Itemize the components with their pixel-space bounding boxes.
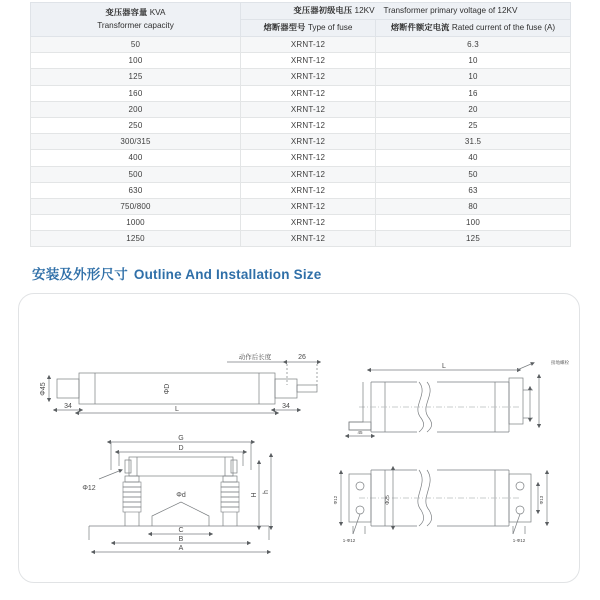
cell-transformer-capacity: 630 [31, 182, 241, 198]
table-row [31, 117, 571, 133]
dim-pin-dia-d: Φd [176, 492, 186, 499]
dim-end-right-34: 34 [282, 403, 290, 410]
cell-transformer-capacity: 750/800 [31, 198, 241, 214]
cell-rated-current: 31.5 [376, 134, 571, 150]
header-transformer-capacity [31, 3, 241, 37]
table-row [31, 37, 571, 53]
cell-fuse-type: XRNT-12 [241, 85, 376, 101]
cell-rated-current: 80 [376, 198, 571, 214]
dim-side-45: 45 [357, 430, 363, 435]
fuse-selection-table [30, 2, 571, 247]
dim-c: C [178, 527, 184, 534]
header-type-of-fuse [241, 20, 376, 37]
cell-fuse-type: XRNT-12 [241, 117, 376, 133]
note-earth-bolt: 接地螺栓 [551, 360, 569, 365]
table-row [31, 53, 571, 69]
dim-end-left-34: 34 [64, 403, 72, 410]
dim-side-dia-13: Φ13 [539, 495, 544, 505]
cell-fuse-type: XRNT-12 [241, 182, 376, 198]
cell-rated-current: 10 [376, 53, 571, 69]
cell-fuse-type: XRNT-12 [241, 69, 376, 85]
section-title-en: Outline And Installation Size [133, 267, 322, 282]
note-one-hole-12-left: 1-Φ12 [342, 538, 356, 543]
note-one-hole-12: 1-Φ12 [512, 538, 526, 543]
cell-rated-current: 6.3 [376, 37, 571, 53]
dim-overall-g: G [178, 435, 184, 442]
header-current-cn: 熔断件额定电流 [390, 23, 450, 33]
cell-fuse-type: XRNT-12 [241, 231, 376, 247]
cell-rated-current: 100 [376, 215, 571, 231]
cell-transformer-capacity: 200 [31, 101, 241, 117]
header-primary-voltage [241, 3, 571, 20]
side-view-upper [349, 364, 539, 436]
cell-rated-current: 40 [376, 150, 571, 166]
table-row [31, 215, 571, 231]
table-header [31, 3, 571, 37]
cell-fuse-type: XRNT-12 [241, 215, 376, 231]
cell-rated-current: 20 [376, 101, 571, 117]
cell-rated-current: 25 [376, 117, 571, 133]
header-voltage-cn: 变压器初级电压 [293, 6, 353, 16]
section-title [32, 263, 321, 283]
cell-transformer-capacity: 500 [31, 166, 241, 182]
table-row [31, 182, 571, 198]
header-capacity-cn: 变压器容量 [105, 8, 148, 18]
cell-transformer-capacity: 400 [31, 150, 241, 166]
dim-dia-45: Φ45 [40, 382, 47, 396]
cell-transformer-capacity: 160 [31, 85, 241, 101]
header-capacity-en: Transformer capacity [97, 20, 174, 30]
cell-transformer-capacity: 1000 [31, 215, 241, 231]
dim-height-h-lower: h [263, 490, 270, 494]
table-row [31, 198, 571, 214]
cell-fuse-type: XRNT-12 [241, 150, 376, 166]
cell-rated-current: 50 [376, 166, 571, 182]
table-row [31, 85, 571, 101]
dim-b: B [178, 536, 184, 543]
section-title-cn: 安装及外形尺寸 [32, 267, 128, 282]
cell-fuse-type: XRNT-12 [241, 134, 376, 150]
dim-side-dia-25: Φ25 [385, 495, 391, 505]
dim-side-length-l: L [442, 363, 446, 370]
drawing-panel [18, 293, 580, 583]
table-row [31, 134, 571, 150]
cell-transformer-capacity: 300/315 [31, 134, 241, 150]
top-view-fuse [49, 362, 317, 413]
dim-height-h-upper: H [251, 492, 258, 498]
table-row [31, 69, 571, 85]
side-view-lower [341, 470, 547, 534]
dim-side-hole-12: Φ12 [333, 495, 338, 505]
table-row [31, 101, 571, 117]
note-striker-length: 动作后长度 [238, 354, 272, 361]
table-row [31, 231, 571, 247]
dim-hole-dia-12: Φ12 [82, 485, 96, 492]
cell-fuse-type: XRNT-12 [241, 101, 376, 117]
cell-transformer-capacity: 1250 [31, 231, 241, 247]
header-voltage-en: Transformer primary voltage of 12KV [383, 6, 518, 16]
cell-transformer-capacity: 50 [31, 37, 241, 53]
cell-rated-current: 63 [376, 182, 571, 198]
dim-overall-d: D [178, 445, 184, 452]
cell-fuse-type: XRNT-12 [241, 53, 376, 69]
cell-rated-current: 16 [376, 85, 571, 101]
header-fuse-type-cn: 熔断器型号 [263, 23, 306, 33]
table-body [31, 37, 571, 247]
dim-a: A [178, 545, 184, 552]
header-current-en: Rated current of the fuse (A) [451, 23, 556, 33]
cell-fuse-type: XRNT-12 [241, 166, 376, 182]
header-voltage-kv: 12KV [354, 6, 375, 16]
cell-transformer-capacity: 100 [31, 53, 241, 69]
outline-drawings [19, 294, 579, 582]
header-fuse-type-en: Type of fuse [307, 23, 353, 33]
dim-length-l: L [175, 406, 179, 413]
cell-fuse-type: XRNT-12 [241, 37, 376, 53]
table-row [31, 166, 571, 182]
header-capacity-unit: KVA [149, 8, 166, 18]
cell-rated-current: 10 [376, 69, 571, 85]
table-header-row-1 [31, 3, 571, 20]
cell-transformer-capacity: 125 [31, 69, 241, 85]
dim-dia-d: ΦD [164, 383, 171, 395]
cell-fuse-type: XRNT-12 [241, 198, 376, 214]
dim-striker-26: 26 [298, 354, 306, 361]
cell-transformer-capacity: 250 [31, 117, 241, 133]
table-row [31, 150, 571, 166]
cell-rated-current: 125 [376, 231, 571, 247]
header-rated-current [376, 20, 571, 37]
